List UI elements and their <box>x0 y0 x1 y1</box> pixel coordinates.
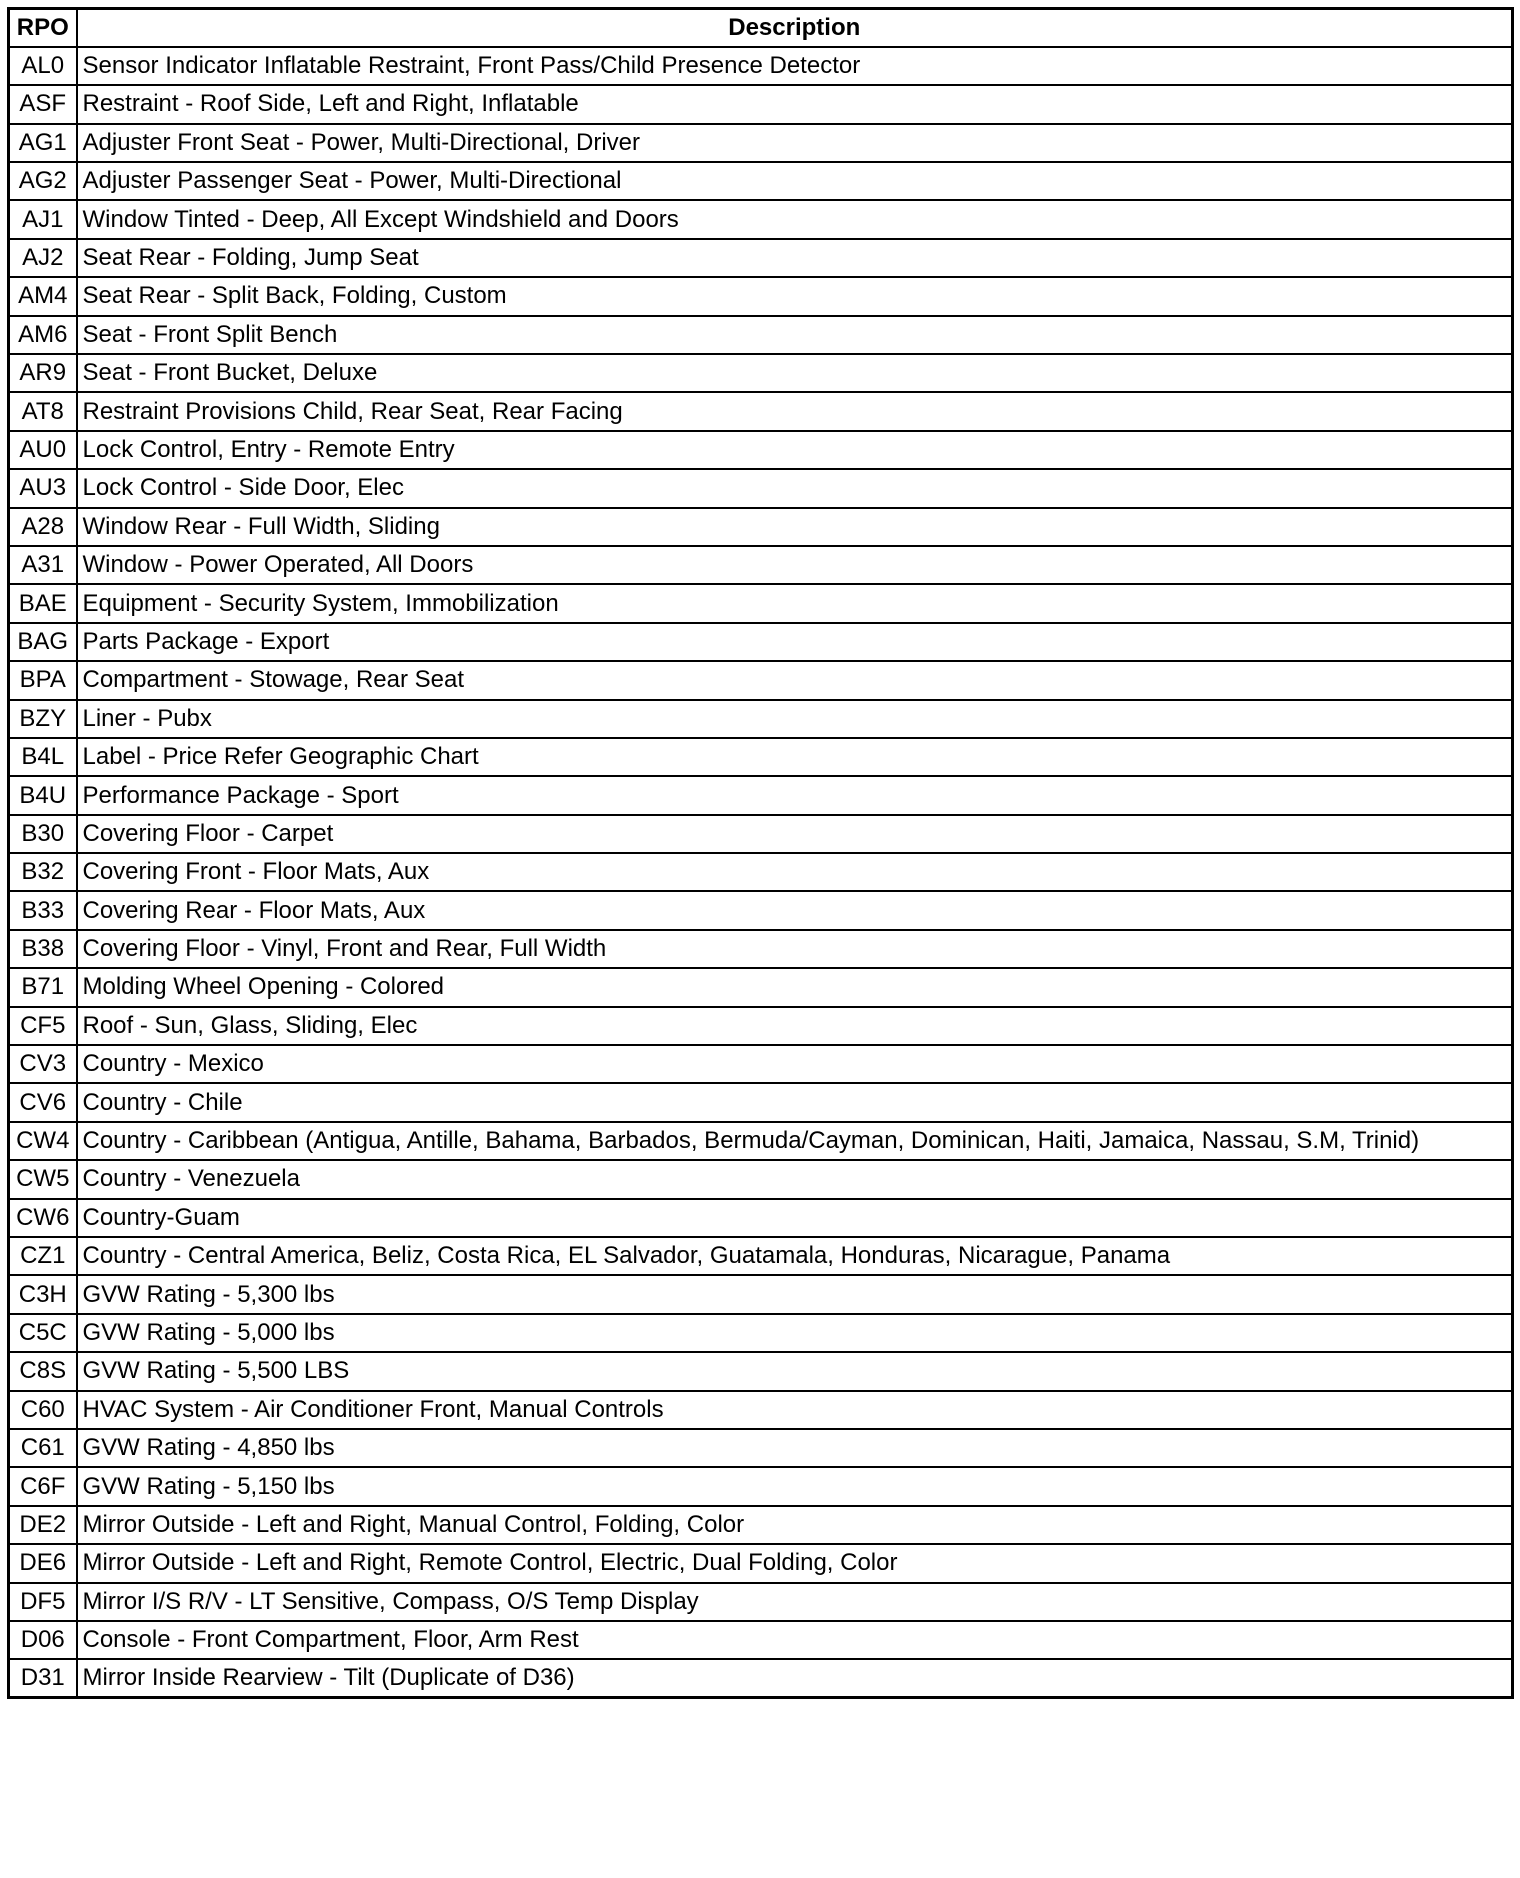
table-row <box>9 1199 1513 1237</box>
rpo-code-cell: AU0 <box>9 431 77 469</box>
table-row <box>9 1122 1513 1160</box>
rpo-code-cell: B32 <box>9 853 77 891</box>
description-cell: Mirror I/S R/V - LT Sensitive, Compass, O/S Temp Display <box>77 1583 1513 1621</box>
rpo-code-cell: ASF <box>9 85 77 123</box>
table-row <box>9 469 1513 507</box>
rpo-code-cell: CF5 <box>9 1007 77 1045</box>
table-row <box>9 1467 1513 1505</box>
rpo-code-cell: AR9 <box>9 354 77 392</box>
table-body <box>9 47 1513 1698</box>
description-cell: Equipment - Security System, Immobilization <box>77 584 1513 622</box>
description-cell: Label - Price Refer Geographic Chart <box>77 738 1513 776</box>
rpo-code-cell: B71 <box>9 968 77 1006</box>
rpo-code-cell: C8S <box>9 1352 77 1390</box>
rpo-code-cell: AG2 <box>9 162 77 200</box>
description-cell: Roof - Sun, Glass, Sliding, Elec <box>77 1007 1513 1045</box>
table-row <box>9 930 1513 968</box>
table-row <box>9 1237 1513 1275</box>
rpo-code-cell: C61 <box>9 1429 77 1467</box>
rpo-code-cell: C3H <box>9 1275 77 1313</box>
table-row <box>9 1045 1513 1083</box>
description-cell: Window Rear - Full Width, Sliding <box>77 508 1513 546</box>
table-row <box>9 354 1513 392</box>
rpo-code-cell: DE6 <box>9 1544 77 1582</box>
table-row <box>9 239 1513 277</box>
rpo-code-cell: CW6 <box>9 1199 77 1237</box>
table-row <box>9 47 1513 85</box>
table-row <box>9 1160 1513 1198</box>
description-cell: Country - Caribbean (Antigua, Antille, Bahama, Barbados, Bermuda/Cayman, Dominican, Haiti, Jamaica, Nassau, S.M, Trinid) <box>77 1122 1513 1160</box>
table-row <box>9 546 1513 584</box>
description-cell: GVW Rating - 4,850 lbs <box>77 1429 1513 1467</box>
table-row <box>9 1275 1513 1313</box>
table-row <box>9 162 1513 200</box>
description-cell: HVAC System - Air Conditioner Front, Manual Controls <box>77 1391 1513 1429</box>
rpo-code-cell: B4L <box>9 738 77 776</box>
rpo-code-cell: B4U <box>9 776 77 814</box>
description-cell: Mirror Outside - Left and Right, Manual Control, Folding, Color <box>77 1506 1513 1544</box>
table-row <box>9 1083 1513 1121</box>
rpo-code-cell: DF5 <box>9 1583 77 1621</box>
description-cell: GVW Rating - 5,000 lbs <box>77 1314 1513 1352</box>
rpo-code-cell: CW5 <box>9 1160 77 1198</box>
description-cell: Country - Venezuela <box>77 1160 1513 1198</box>
table-row <box>9 508 1513 546</box>
table-row <box>9 891 1513 929</box>
description-cell: Country - Chile <box>77 1083 1513 1121</box>
table-row <box>9 124 1513 162</box>
table-row <box>9 200 1513 238</box>
description-cell: GVW Rating - 5,300 lbs <box>77 1275 1513 1313</box>
rpo-code-cell: A31 <box>9 546 77 584</box>
description-cell: Restraint - Roof Side, Left and Right, Inflatable <box>77 85 1513 123</box>
description-cell: Adjuster Passenger Seat - Power, Multi-Directional <box>77 162 1513 200</box>
rpo-code-cell: CV3 <box>9 1045 77 1083</box>
rpo-code-cell: BZY <box>9 700 77 738</box>
description-cell: Console - Front Compartment, Floor, Arm Rest <box>77 1621 1513 1659</box>
table-row <box>9 1621 1513 1659</box>
table-row <box>9 815 1513 853</box>
description-cell: Parts Package - Export <box>77 623 1513 661</box>
table-row <box>9 1544 1513 1582</box>
table-row <box>9 1007 1513 1045</box>
table-row <box>9 277 1513 315</box>
description-cell: Compartment - Stowage, Rear Seat <box>77 661 1513 699</box>
column-header-description: Description <box>77 9 1513 47</box>
rpo-code-cell: BAG <box>9 623 77 661</box>
rpo-table <box>7 7 1514 1699</box>
description-cell: GVW Rating - 5,150 lbs <box>77 1467 1513 1505</box>
rpo-code-cell: BAE <box>9 584 77 622</box>
rpo-code-cell: AJ1 <box>9 200 77 238</box>
table-row <box>9 1429 1513 1467</box>
column-header-rpo: RPO <box>9 9 77 47</box>
description-cell: Seat - Front Split Bench <box>77 316 1513 354</box>
rpo-code-cell: CW4 <box>9 1122 77 1160</box>
description-cell: Country - Mexico <box>77 1045 1513 1083</box>
rpo-code-cell: DE2 <box>9 1506 77 1544</box>
description-cell: Mirror Inside Rearview - Tilt (Duplicate of D36) <box>77 1659 1513 1697</box>
table-row <box>9 623 1513 661</box>
description-cell: Performance Package - Sport <box>77 776 1513 814</box>
table-row <box>9 392 1513 430</box>
table-row <box>9 316 1513 354</box>
rpo-code-cell: B33 <box>9 891 77 929</box>
table-row <box>9 431 1513 469</box>
description-cell: Mirror Outside - Left and Right, Remote Control, Electric, Dual Folding, Color <box>77 1544 1513 1582</box>
description-cell: Molding Wheel Opening - Colored <box>77 968 1513 1006</box>
description-cell: GVW Rating - 5,500 LBS <box>77 1352 1513 1390</box>
rpo-code-cell: C60 <box>9 1391 77 1429</box>
rpo-code-cell: D06 <box>9 1621 77 1659</box>
rpo-code-cell: D31 <box>9 1659 77 1697</box>
table-row <box>9 1659 1513 1697</box>
table-row <box>9 1506 1513 1544</box>
description-cell: Covering Front - Floor Mats, Aux <box>77 853 1513 891</box>
rpo-code-cell: AM6 <box>9 316 77 354</box>
description-cell: Seat Rear - Split Back, Folding, Custom <box>77 277 1513 315</box>
table-row <box>9 1391 1513 1429</box>
description-cell: Covering Floor - Vinyl, Front and Rear, Full Width <box>77 930 1513 968</box>
rpo-code-cell: B38 <box>9 930 77 968</box>
table-row <box>9 1583 1513 1621</box>
rpo-code-cell: CV6 <box>9 1083 77 1121</box>
description-cell: Window Tinted - Deep, All Except Windshield and Doors <box>77 200 1513 238</box>
table-row <box>9 700 1513 738</box>
header-row <box>9 9 1513 47</box>
description-cell: Covering Rear - Floor Mats, Aux <box>77 891 1513 929</box>
table-row <box>9 776 1513 814</box>
description-cell: Lock Control, Entry - Remote Entry <box>77 431 1513 469</box>
rpo-code-cell: AJ2 <box>9 239 77 277</box>
table-row <box>9 85 1513 123</box>
table-row <box>9 584 1513 622</box>
description-cell: Window - Power Operated, All Doors <box>77 546 1513 584</box>
description-cell: Seat Rear - Folding, Jump Seat <box>77 239 1513 277</box>
description-cell: Adjuster Front Seat - Power, Multi-Directional, Driver <box>77 124 1513 162</box>
rpo-code-cell: C5C <box>9 1314 77 1352</box>
description-cell: Country - Central America, Beliz, Costa Rica, EL Salvador, Guatamala, Honduras, Nicarague, Panama <box>77 1237 1513 1275</box>
description-cell: Restraint Provisions Child, Rear Seat, Rear Facing <box>77 392 1513 430</box>
table-row <box>9 1314 1513 1352</box>
rpo-code-cell: AU3 <box>9 469 77 507</box>
rpo-code-cell: BPA <box>9 661 77 699</box>
rpo-code-cell: AL0 <box>9 47 77 85</box>
description-cell: Liner - Pubx <box>77 700 1513 738</box>
rpo-code-cell: A28 <box>9 508 77 546</box>
rpo-code-cell: C6F <box>9 1467 77 1505</box>
rpo-code-cell: AG1 <box>9 124 77 162</box>
table-row <box>9 853 1513 891</box>
description-cell: Sensor Indicator Inflatable Restraint, Front Pass/Child Presence Detector <box>77 47 1513 85</box>
table-header <box>9 9 1513 47</box>
rpo-code-cell: AM4 <box>9 277 77 315</box>
rpo-code-cell: AT8 <box>9 392 77 430</box>
table-row <box>9 1352 1513 1390</box>
table-row <box>9 968 1513 1006</box>
description-cell: Seat - Front Bucket, Deluxe <box>77 354 1513 392</box>
table-row <box>9 661 1513 699</box>
rpo-code-cell: CZ1 <box>9 1237 77 1275</box>
description-cell: Lock Control - Side Door, Elec <box>77 469 1513 507</box>
table-row <box>9 738 1513 776</box>
description-cell: Covering Floor - Carpet <box>77 815 1513 853</box>
description-cell: Country-Guam <box>77 1199 1513 1237</box>
rpo-code-cell: B30 <box>9 815 77 853</box>
